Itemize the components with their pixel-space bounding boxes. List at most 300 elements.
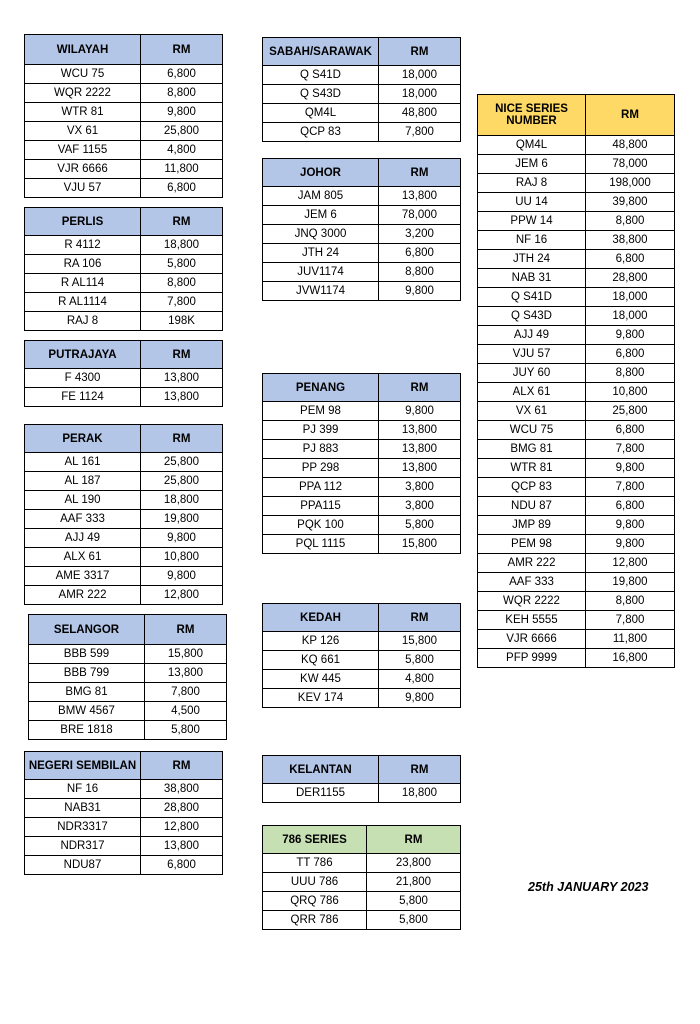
plate-price: 8,800 [586,212,675,231]
plate-price: 15,800 [379,535,461,554]
plate-number: AJJ 49 [478,326,586,345]
plate-number: WTR 81 [25,103,141,122]
plate-number: AAF 333 [478,573,586,592]
plate-number: UUU 786 [263,873,367,892]
plate-number: WQR 2222 [25,84,141,103]
table-row [263,85,461,104]
plate-number: NF 16 [478,231,586,250]
table-row [478,573,675,592]
plate-price: 13,800 [379,421,461,440]
table-header-row [263,756,461,784]
plate-price: 19,800 [141,510,223,529]
plate-price: 10,800 [586,383,675,402]
plate-price: 13,800 [141,837,223,856]
table-row [478,212,675,231]
plate-price: 7,800 [141,293,223,312]
plate-price: 8,800 [379,263,461,282]
plate-price: 48,800 [586,136,675,155]
plate-price: 13,800 [379,187,461,206]
plate-number: BMW 4567 [29,702,145,721]
plate-number: AL 190 [25,491,141,510]
plate-price: 12,800 [141,586,223,605]
putrajaya-table [24,340,223,407]
johor-table [262,158,461,301]
plate-price: 9,800 [141,567,223,586]
plate-price: 5,800 [367,892,461,911]
table-row [478,136,675,155]
table-row [478,592,675,611]
table-header-row [263,159,461,187]
plate-price: 6,800 [141,179,223,198]
plate-price: 25,800 [141,472,223,491]
selangor-table [28,614,227,740]
plate-price: 18,000 [379,66,461,85]
table-row [25,274,223,293]
plate-number: DER1155 [263,784,379,803]
plate-price: 9,800 [586,459,675,478]
table-row [263,911,461,930]
table-row [478,307,675,326]
table-row [25,141,223,160]
plate-price: 5,800 [379,651,461,670]
table-row [478,611,675,630]
table-row [29,664,227,683]
table-row [29,645,227,664]
table-row [263,282,461,301]
plate-price: 28,800 [141,799,223,818]
table-row [263,402,461,421]
header-currency: RM [141,35,223,65]
header-label: PERLIS [25,208,141,236]
table-row [478,516,675,535]
plate-number: PJ 399 [263,421,379,440]
plate-number: VX 61 [478,402,586,421]
plate-number: NDU 87 [478,497,586,516]
plate-price: 12,800 [586,554,675,573]
table-header-row [263,604,461,632]
table-row [263,670,461,689]
plate-number: WCU 75 [478,421,586,440]
table-row [263,104,461,123]
table-row [25,122,223,141]
plate-price: 13,800 [379,440,461,459]
table-header-row [25,208,223,236]
plate-number: NDU87 [25,856,141,875]
plate-price: 9,800 [379,402,461,421]
plate-number: JUY 60 [478,364,586,383]
plate-number: VJR 6666 [25,160,141,179]
table-row [25,453,223,472]
plate-price: 18,800 [141,236,223,255]
table-row [25,472,223,491]
table-row [25,586,223,605]
table-row [263,123,461,142]
plate-price: 198,000 [586,174,675,193]
table-row [25,818,223,837]
plate-price: 39,800 [586,193,675,212]
header-currency: RM [367,826,461,854]
plate-price: 13,800 [145,664,227,683]
table-row [25,236,223,255]
plate-price: 25,800 [141,122,223,141]
plate-price: 9,800 [379,282,461,301]
plate-price: 38,800 [586,231,675,250]
plate-number: FE 1124 [25,388,141,407]
table-row [25,548,223,567]
plate-number: NAB31 [25,799,141,818]
plate-number: Q S43D [263,85,379,104]
plate-price: 7,800 [586,611,675,630]
plate-price: 15,800 [379,632,461,651]
header-label: JOHOR [263,159,379,187]
table-row [263,187,461,206]
plate-price: 18,000 [379,85,461,104]
table-row [263,516,461,535]
plate-price: 18,000 [586,307,675,326]
table-row [29,721,227,740]
table-row [263,440,461,459]
plate-price: 4,800 [141,141,223,160]
header-currency: RM [145,615,227,645]
plate-price: 28,800 [586,269,675,288]
plate-number: ALX 61 [478,383,586,402]
table-row [263,244,461,263]
plate-price: 48,800 [379,104,461,123]
table-row [25,491,223,510]
plate-number: AL 187 [25,472,141,491]
table-row [263,66,461,85]
plate-price: 11,800 [586,630,675,649]
table-header-row [25,341,223,369]
plate-price: 9,800 [141,103,223,122]
table-row [478,345,675,364]
plate-number: BMG 81 [29,683,145,702]
table-row [478,231,675,250]
header-currency: RM [379,374,461,402]
plate-number: AMR 222 [25,586,141,605]
plate-number: QCP 83 [478,478,586,497]
plate-number: WTR 81 [478,459,586,478]
sabah-sarawak-table [262,37,461,142]
table-row [263,206,461,225]
header-label: SELANGOR [29,615,145,645]
plate-price: 6,800 [586,497,675,516]
plate-price: 6,800 [586,421,675,440]
plate-number: R AL1114 [25,293,141,312]
plate-number: RA 106 [25,255,141,274]
table-row [478,326,675,345]
table-header-row [25,425,223,453]
plate-number: VJR 6666 [478,630,586,649]
plate-number: KP 126 [263,632,379,651]
table-row [478,630,675,649]
plate-number: R 4112 [25,236,141,255]
plate-number: JTH 24 [263,244,379,263]
perlis-table [24,207,223,331]
plate-number: PQK 100 [263,516,379,535]
plate-number: RAJ 8 [478,174,586,193]
table-row [25,255,223,274]
plate-price: 5,800 [141,255,223,274]
table-row [263,854,461,873]
plate-number: AAF 333 [25,510,141,529]
table-row [25,369,223,388]
plate-number: BBB 799 [29,664,145,683]
series-786-table [262,825,461,930]
table-row [478,155,675,174]
table-header-row [263,374,461,402]
plate-price: 13,800 [379,459,461,478]
table-row [25,103,223,122]
table-row [263,873,461,892]
table-row [478,402,675,421]
header-currency: RM [586,95,675,136]
plate-price: 7,800 [586,440,675,459]
table-header-row [29,615,227,645]
plate-number: VJU 57 [25,179,141,198]
plate-number: PPW 14 [478,212,586,231]
plate-number: AL 161 [25,453,141,472]
header-currency: RM [141,208,223,236]
plate-price: 78,000 [586,155,675,174]
plate-number: BBB 599 [29,645,145,664]
plate-price: 6,800 [141,65,223,84]
header-currency: RM [379,159,461,187]
table-row [25,293,223,312]
penang-table [262,373,461,554]
plate-price: 6,800 [141,856,223,875]
table-row [263,784,461,803]
plate-price: 9,800 [586,326,675,345]
header-currency: RM [379,756,461,784]
plate-price: 9,800 [141,529,223,548]
plate-number: VAF 1155 [25,141,141,160]
table-row [25,799,223,818]
plate-price: 21,800 [367,873,461,892]
header-currency: RM [141,425,223,453]
plate-price: 5,800 [367,911,461,930]
plate-number: F 4300 [25,369,141,388]
table-row [263,263,461,282]
plate-number: NDR3317 [25,818,141,837]
table-row [25,179,223,198]
plate-number: PEM 98 [263,402,379,421]
plate-number: QM4L [478,136,586,155]
table-row [478,269,675,288]
table-row [478,440,675,459]
table-row [25,388,223,407]
table-row [29,683,227,702]
plate-number: JVW1174 [263,282,379,301]
header-label: PENANG [263,374,379,402]
plate-price: 23,800 [367,854,461,873]
plate-number: R AL114 [25,274,141,293]
table-row [25,567,223,586]
table-row [478,421,675,440]
plate-price: 5,800 [379,516,461,535]
table-row [263,421,461,440]
plate-price: 11,800 [141,160,223,179]
plate-number: RAJ 8 [25,312,141,331]
plate-price: 8,800 [141,274,223,293]
table-row [478,174,675,193]
plate-number: QM4L [263,104,379,123]
plate-price: 7,800 [379,123,461,142]
table-row [478,649,675,668]
plate-price: 6,800 [586,250,675,269]
plate-number: NF 16 [25,780,141,799]
plate-number: VJU 57 [478,345,586,364]
plate-price: 9,800 [379,689,461,708]
table-row [263,225,461,244]
table-row [478,554,675,573]
plate-number: JTH 24 [478,250,586,269]
plate-number: PP 298 [263,459,379,478]
negeri-sembilan-table [24,751,223,875]
table-header-row [263,38,461,66]
plate-price: 6,800 [379,244,461,263]
plate-number: BMG 81 [478,440,586,459]
plate-price: 25,800 [586,402,675,421]
plate-number: QRR 786 [263,911,367,930]
plate-price: 5,800 [145,721,227,740]
nice-series-table [477,94,675,668]
plate-number: JEM 6 [263,206,379,225]
plate-price: 12,800 [141,818,223,837]
table-header-row [478,95,675,136]
table-row [478,535,675,554]
header-label: NEGERI SEMBILAN [25,752,141,780]
document-date: 25th JANUARY 2023 [528,880,649,894]
plate-number: WQR 2222 [478,592,586,611]
plate-number: KEH 5555 [478,611,586,630]
table-row [25,312,223,331]
header-label: PERAK [25,425,141,453]
plate-price: 13,800 [141,388,223,407]
plate-number: QRQ 786 [263,892,367,911]
wilayah-table [24,34,223,198]
plate-price: 10,800 [141,548,223,567]
plate-price: 19,800 [586,573,675,592]
plate-price: 3,800 [379,497,461,516]
plate-price: 9,800 [586,535,675,554]
plate-price: 9,800 [586,516,675,535]
table-header-row [25,35,223,65]
table-row [25,780,223,799]
plate-price: 78,000 [379,206,461,225]
plate-number: KEV 174 [263,689,379,708]
table-row [263,478,461,497]
plate-price: 38,800 [141,780,223,799]
plate-price: 13,800 [141,369,223,388]
plate-number: PPA115 [263,497,379,516]
plate-number: AMR 222 [478,554,586,573]
table-row [263,497,461,516]
plate-price: 3,200 [379,225,461,244]
plate-price: 4,800 [379,670,461,689]
plate-number: TT 786 [263,854,367,873]
plate-number: Q S41D [263,66,379,85]
table-header-row [25,752,223,780]
table-row [25,510,223,529]
header-currency: RM [379,604,461,632]
table-row [478,459,675,478]
plate-number: JAM 805 [263,187,379,206]
plate-number: NAB 31 [478,269,586,288]
kedah-table [262,603,461,708]
plate-number: AME 3317 [25,567,141,586]
table-row [263,459,461,478]
table-row [478,250,675,269]
plate-number: WCU 75 [25,65,141,84]
plate-price: 3,800 [379,478,461,497]
plate-price: 7,800 [145,683,227,702]
table-row [263,651,461,670]
plate-price: 16,800 [586,649,675,668]
table-row [263,632,461,651]
plate-number: ALX 61 [25,548,141,567]
table-row [478,497,675,516]
plate-number: Q S41D [478,288,586,307]
table-header-row [263,826,461,854]
header-label: 786 SERIES [263,826,367,854]
table-row [478,383,675,402]
header-currency: RM [141,752,223,780]
table-row [25,856,223,875]
plate-price: 4,500 [145,702,227,721]
plate-price: 198K [141,312,223,331]
plate-number: PQL 1115 [263,535,379,554]
plate-number: BRE 1818 [29,721,145,740]
plate-number: PEM 98 [478,535,586,554]
table-row [29,702,227,721]
plate-number: NDR317 [25,837,141,856]
header-label: KEDAH [263,604,379,632]
plate-number: QCP 83 [263,123,379,142]
plate-number: KQ 661 [263,651,379,670]
table-row [25,160,223,179]
plate-number: Q S43D [478,307,586,326]
plate-number: AJJ 49 [25,529,141,548]
table-row [263,535,461,554]
plate-price: 7,800 [586,478,675,497]
plate-number: JEM 6 [478,155,586,174]
plate-price: 8,800 [586,364,675,383]
plate-price: 15,800 [145,645,227,664]
header-label: SABAH/SARAWAK [263,38,379,66]
header-label: NICE SERIES NUMBER [478,95,586,136]
plate-price: 6,800 [586,345,675,364]
kelantan-table [262,755,461,803]
plate-price: 18,000 [586,288,675,307]
table-row [25,65,223,84]
plate-price: 8,800 [586,592,675,611]
plate-number: JUV1174 [263,263,379,282]
plate-number: UU 14 [478,193,586,212]
plate-price: 25,800 [141,453,223,472]
perak-table [24,424,223,605]
header-label: KELANTAN [263,756,379,784]
table-row [478,288,675,307]
plate-number: PJ 883 [263,440,379,459]
header-currency: RM [379,38,461,66]
table-row [478,193,675,212]
plate-number: KW 445 [263,670,379,689]
table-row [263,689,461,708]
header-currency: RM [141,341,223,369]
plate-price: 8,800 [141,84,223,103]
header-label: WILAYAH [25,35,141,65]
